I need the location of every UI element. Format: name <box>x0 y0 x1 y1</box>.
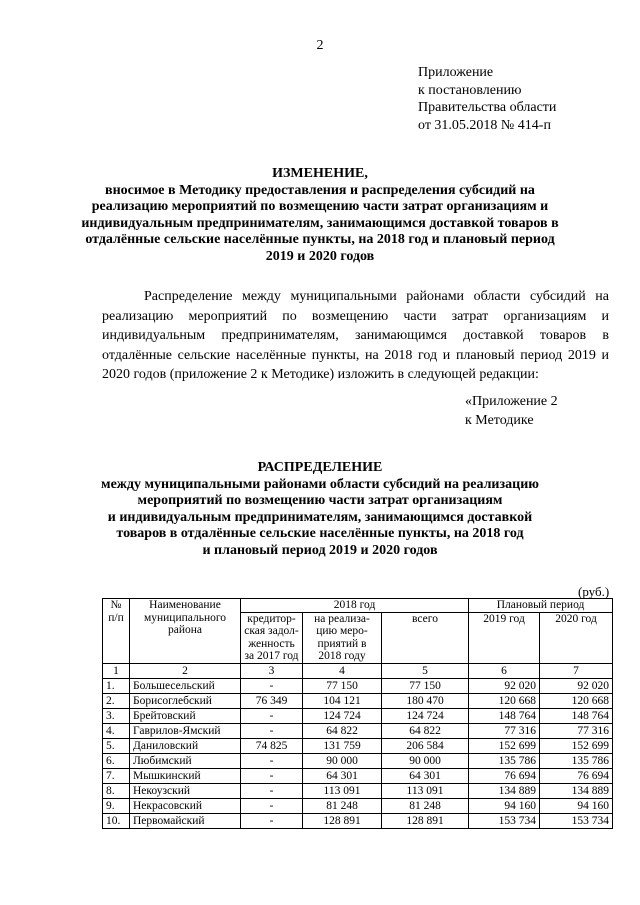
year-2020-value: 92 020 <box>540 678 613 693</box>
year-2019-value: 152 699 <box>469 738 540 753</box>
measures-value: 81 248 <box>303 798 382 813</box>
distribution-title-line: и плановый период 2019 и 2020 годов <box>202 542 438 558</box>
column-number: 1 <box>103 663 130 678</box>
column-number: 5 <box>382 663 469 678</box>
credit-debt-value: - <box>241 678 303 693</box>
column-number-row <box>103 663 613 678</box>
table-row <box>103 798 613 813</box>
row-number: 1. <box>103 678 130 693</box>
appendix2-header <box>465 392 558 430</box>
table-row <box>103 768 613 783</box>
row-number: 5. <box>103 738 130 753</box>
appendix-line: от 31.05.2018 № 414-п <box>418 117 551 133</box>
table-row <box>103 723 613 738</box>
total-value: 113 091 <box>382 783 469 798</box>
change-title-line: отдалённые сельские населённые пункты, на 2018 год и плановый период <box>85 232 555 247</box>
header-2020: 2020 год <box>540 612 613 663</box>
distribution-title <box>60 460 580 559</box>
total-value: 180 470 <box>382 693 469 708</box>
credit-debt-value: - <box>241 708 303 723</box>
appendix-line: к постановлению <box>418 82 522 98</box>
change-title-line: 2019 и 2020 годов <box>265 248 375 264</box>
column-number: 4 <box>303 663 382 678</box>
table-row <box>103 813 613 828</box>
table-row <box>103 753 613 768</box>
year-2020-value: 135 786 <box>540 753 613 768</box>
appendix-line: Правительства области <box>418 100 557 115</box>
header-2019: 2019 год <box>469 612 540 663</box>
header-credit-debt: кредитор-ская задол-женность за 2017 год <box>241 612 303 663</box>
district-name: Некрасовский <box>130 798 241 813</box>
year-2019-value: 94 160 <box>469 798 540 813</box>
measures-value: 64 301 <box>303 768 382 783</box>
district-name: Первомайский <box>130 813 241 828</box>
appendix-header <box>418 64 556 134</box>
year-2019-value: 77 316 <box>469 723 540 738</box>
total-value: 206 584 <box>382 738 469 753</box>
row-number: 7. <box>103 768 130 783</box>
currency-unit: (руб.) <box>578 584 610 599</box>
year-2019-value: 120 668 <box>469 693 540 708</box>
measures-value: 113 091 <box>303 783 382 798</box>
body-paragraph: Распределение между муниципальными районами области субсидий на реализацию мероприятий по возмещению части затрат организациям и индивидуальным предпринимателям, занимающимся доставкой товаров в отдалённые сельские населённые пункты, на 2018 год и плановый период 2019 и 2020 годов (приложение 2 к Методике) изложить в следующей редакции: <box>102 289 609 383</box>
district-name: Гаврилов-Ямский <box>130 723 241 738</box>
year-2019-value: 148 764 <box>469 708 540 723</box>
credit-debt-value: - <box>241 798 303 813</box>
distribution-title-line: мероприятий по возмещению части затрат организациям <box>137 493 503 508</box>
district-name: Борисоглебский <box>130 693 241 708</box>
measures-value: 64 822 <box>303 723 382 738</box>
credit-debt-value: - <box>241 813 303 828</box>
table-row <box>103 693 613 708</box>
total-value: 128 891 <box>382 813 469 828</box>
table-row <box>103 708 613 723</box>
year-2020-value: 134 889 <box>540 783 613 798</box>
year-2020-value: 148 764 <box>540 708 613 723</box>
district-name: Брейтовский <box>130 708 241 723</box>
total-value: 77 150 <box>382 678 469 693</box>
measures-value: 131 759 <box>303 738 382 753</box>
distribution-title-line: товаров в отдалённые сельские населённые пункты, на 2018 год <box>116 526 524 541</box>
table-row <box>103 783 613 798</box>
total-value: 64 822 <box>382 723 469 738</box>
credit-debt-value: - <box>241 723 303 738</box>
column-number: 6 <box>469 663 540 678</box>
year-2020-value: 152 699 <box>540 738 613 753</box>
header-number: № п/п <box>103 599 130 664</box>
change-title-heading: ИЗМЕНЕНИЕ, <box>272 166 368 181</box>
total-value: 64 301 <box>382 768 469 783</box>
measures-value: 124 724 <box>303 708 382 723</box>
row-number: 8. <box>103 783 130 798</box>
distribution-table <box>102 598 613 829</box>
change-title-line: вносимое в Методику предоставления и распределения субсидий на <box>105 182 535 198</box>
total-value: 90 000 <box>382 753 469 768</box>
district-name: Даниловский <box>130 738 241 753</box>
year-2019-value: 92 020 <box>469 678 540 693</box>
distribution-title-heading: РАСПРЕДЕЛЕНИЕ <box>257 460 383 475</box>
row-number: 3. <box>103 708 130 723</box>
credit-debt-value: 76 349 <box>241 693 303 708</box>
credit-debt-value: - <box>241 753 303 768</box>
row-number: 10. <box>103 813 130 828</box>
credit-debt-value: - <box>241 768 303 783</box>
year-2019-value: 153 734 <box>469 813 540 828</box>
header-plan-period: Плановый период <box>469 599 613 613</box>
year-2020-value: 76 694 <box>540 768 613 783</box>
total-value: 124 724 <box>382 708 469 723</box>
year-2020-value: 94 160 <box>540 798 613 813</box>
year-2020-value: 77 316 <box>540 723 613 738</box>
credit-debt-value: - <box>241 783 303 798</box>
year-2019-value: 76 694 <box>469 768 540 783</box>
distribution-title-line: и индивидуальным предпринимателям, занимающимся доставкой <box>107 509 533 525</box>
header-district-name: Наименование муниципального района <box>130 599 241 664</box>
row-number: 4. <box>103 723 130 738</box>
row-number: 6. <box>103 753 130 768</box>
column-number: 3 <box>241 663 303 678</box>
header-total: всего <box>382 612 469 663</box>
change-title <box>60 166 580 265</box>
change-title-line: реализацию мероприятий по возмещению части затрат организациям и <box>91 199 549 214</box>
page-number: 2 <box>316 38 324 53</box>
district-name: Мышкинский <box>130 768 241 783</box>
measures-value: 104 121 <box>303 693 382 708</box>
change-title-line: индивидуальным предпринимателям, занимающимся доставкой товаров в <box>81 215 559 231</box>
year-2019-value: 135 786 <box>469 753 540 768</box>
appendix2-line: «Приложение 2 <box>465 394 558 409</box>
column-number: 2 <box>130 663 241 678</box>
year-2019-value: 134 889 <box>469 783 540 798</box>
district-name: Любимский <box>130 753 241 768</box>
measures-value: 90 000 <box>303 753 382 768</box>
appendix2-line: к Методике <box>465 413 534 428</box>
district-name: Большесельский <box>130 678 241 693</box>
total-value: 81 248 <box>382 798 469 813</box>
row-number: 2. <box>103 693 130 708</box>
measures-value: 77 150 <box>303 678 382 693</box>
table-header-row <box>103 599 613 613</box>
header-measures-2018: на реализа-цию меро-приятий в 2018 году <box>303 612 382 663</box>
year-2020-value: 153 734 <box>540 813 613 828</box>
credit-debt-value: 74 825 <box>241 738 303 753</box>
header-2018: 2018 год <box>241 599 469 613</box>
table-row <box>103 678 613 693</box>
measures-value: 128 891 <box>303 813 382 828</box>
appendix-line: Приложение <box>418 65 494 80</box>
column-number: 7 <box>540 663 613 678</box>
year-2020-value: 120 668 <box>540 693 613 708</box>
table-row <box>103 738 613 753</box>
distribution-title-line: между муниципальными районами области субсидий на реализацию <box>101 476 539 492</box>
row-number: 9. <box>103 798 130 813</box>
district-name: Некоузский <box>130 783 241 798</box>
